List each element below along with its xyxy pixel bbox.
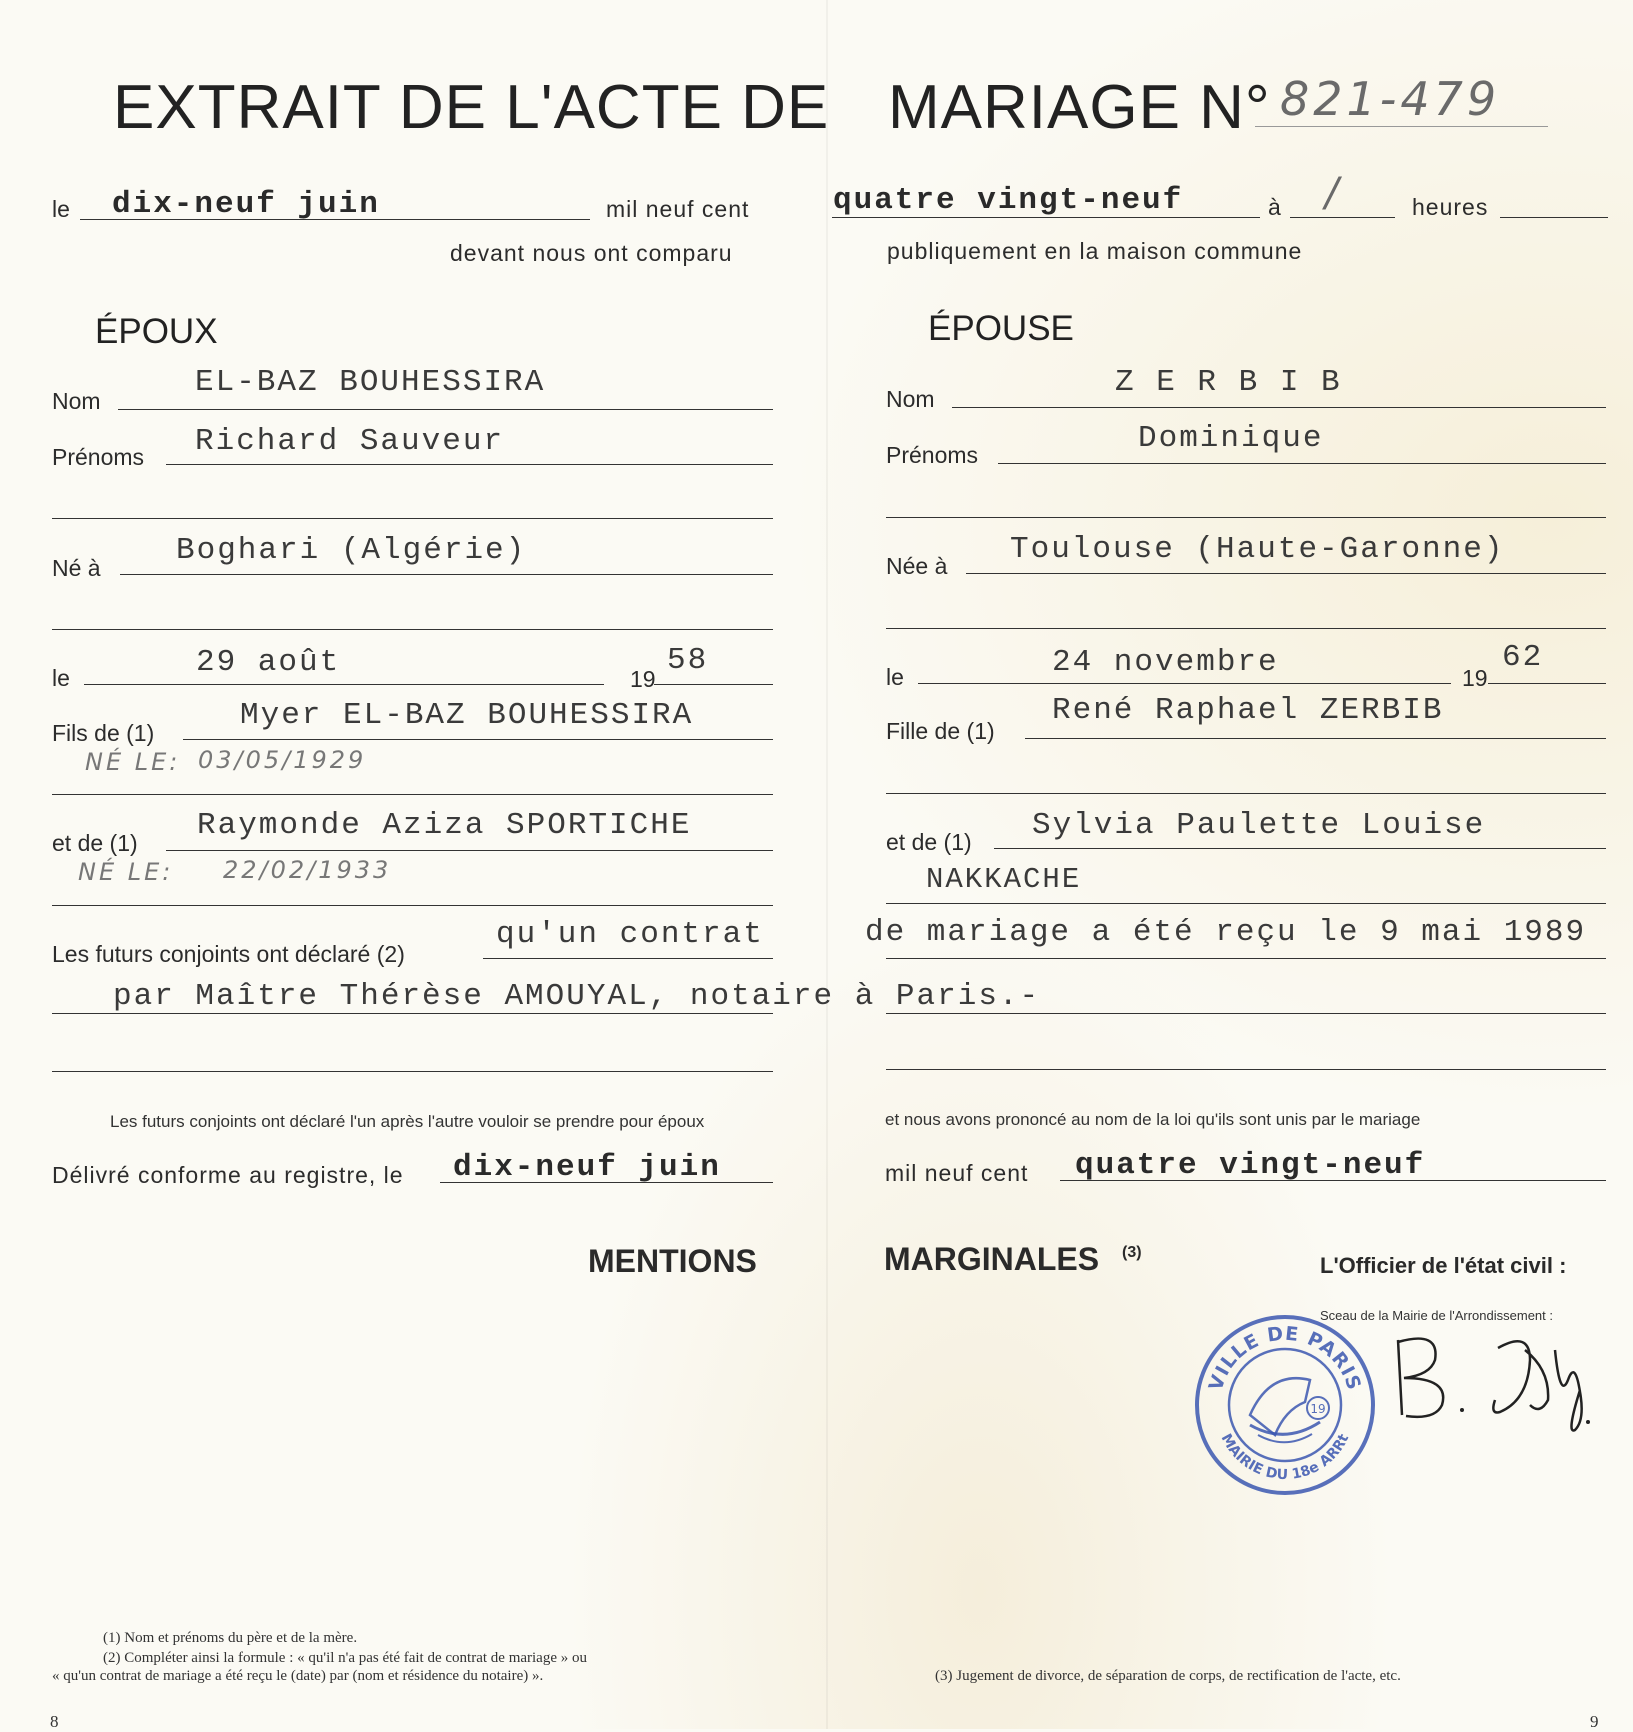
act-number: 821-479 — [1280, 72, 1501, 126]
date-day-month: dix-neuf juin — [112, 187, 380, 222]
mentions-right: MARGINALES — [884, 1241, 1100, 1277]
epoux-nom-label: Nom — [52, 388, 101, 414]
epouse-pere: René Raphael ZERBIB — [1052, 693, 1444, 728]
epouse-fille-label: Fille de (1) — [886, 718, 995, 744]
epoux-pere-ne-label: NÉ LE: — [85, 748, 181, 776]
epoux-date: 29 août — [196, 645, 341, 680]
contrat-part2: de mariage a été reçu le 9 mai 1989 — [865, 915, 1587, 950]
epoux-mere-ne: 22/02/1933 — [223, 856, 392, 884]
epoux-annee: 58 — [667, 643, 709, 678]
publiquement-label: publiquement en la maison commune — [887, 238, 1303, 264]
declaration-left: Les futurs conjoints ont déclaré l'un après l'autre vouloir se prendre pour époux — [110, 1112, 705, 1131]
devant-label: devant nous ont comparu — [450, 240, 733, 266]
epoux-fils-label: Fils de (1) — [52, 720, 155, 746]
epoux-ne-label: Né à — [52, 555, 101, 581]
title-right: MARIAGE N° — [888, 73, 1271, 142]
mil-neuf-cent-label: mil neuf cent — [606, 196, 750, 222]
act-number-line — [1255, 126, 1548, 127]
seal-bottom-text: MAIRIE DU 18e ARRt — [1217, 1431, 1353, 1484]
epoux-prenoms-label: Prénoms — [52, 444, 145, 470]
hour: / — [1325, 170, 1343, 216]
epoux-mere-ne-label: NÉ LE: — [78, 858, 174, 886]
contrat-line2: par Maître Thérèse AMOUYAL, notaire à Paris.- — [113, 979, 1041, 1014]
epouse-le-label: le — [886, 664, 904, 690]
mentions-left: MENTIONS — [588, 1243, 757, 1279]
epouse-nom: Z E R B I B — [1115, 365, 1342, 400]
declaration-right: et nous avons prononcé au nom de la loi qu'ils sont unis par le mariage — [885, 1110, 1421, 1129]
epoux-nom: EL-BAZ BOUHESSIRA — [195, 365, 546, 400]
epoux-heading: ÉPOUX — [95, 312, 218, 351]
le-label: le — [52, 196, 70, 222]
epouse-prenoms: Dominique — [1138, 421, 1324, 456]
mairie-seal-stamp — [1190, 1310, 1380, 1500]
epouse-heading: ÉPOUSE — [928, 309, 1074, 348]
delivre-label: Délivré conforme au registre, le — [52, 1162, 404, 1188]
epoux-lieu: Boghari (Algérie) — [176, 533, 527, 568]
epouse-lieu: Toulouse (Haute-Garonne) — [1010, 532, 1505, 567]
footnote-3: (3) Jugement de divorce, de séparation de corps, de rectification de l'acte, etc. — [935, 1668, 1401, 1684]
epoux-pere-ne: 03/05/1929 — [198, 746, 367, 774]
epouse-etde-label: et de (1) — [886, 829, 972, 855]
epoux-siecle: 19 — [630, 666, 656, 692]
footnote-2b: « qu'un contrat de mariage a été reçu le (date) par (nom et résidence du notaire) ». — [52, 1668, 544, 1684]
page-number-left: 8 — [50, 1712, 59, 1731]
contrat-label: Les futurs conjoints ont déclaré (2) — [52, 941, 405, 967]
title-left: EXTRAIT DE L'ACTE DE — [113, 73, 830, 142]
date-year-words: quatre vingt-neuf — [833, 183, 1184, 218]
officier-label: L'Officier de l'état civil : — [1320, 1253, 1567, 1278]
svg-text:VILLE DE PARIS — [1205, 1323, 1365, 1394]
epouse-nom-label: Nom — [886, 386, 935, 412]
svg-text:MAIRIE DU 18e ARRt — [1218, 1431, 1353, 1483]
delivre-annee: quatre vingt-neuf — [1075, 1148, 1426, 1183]
epouse-mere-line1: Sylvia Paulette Louise — [1032, 808, 1486, 843]
footnote-1: (1) Nom et prénoms du père et de la mère. — [103, 1630, 358, 1646]
officer-signature — [1380, 1320, 1620, 1440]
epouse-nee-label: Née à — [886, 553, 948, 579]
contrat-part1: qu'un contrat — [496, 917, 764, 952]
delivre-mil-label: mil neuf cent — [885, 1160, 1029, 1186]
epoux-etde-label: et de (1) — [52, 830, 138, 856]
epoux-prenoms: Richard Sauveur — [195, 424, 505, 459]
heures-label: heures — [1412, 194, 1489, 220]
epoux-le-label: le — [52, 665, 70, 691]
footnote-2a: (2) Compléter ainsi la formule : « qu'il n'a pas été fait de contrat de mariage » ou — [103, 1650, 587, 1666]
seal-top-text: VILLE DE PARIS — [1204, 1322, 1366, 1394]
epouse-prenoms-label: Prénoms — [886, 442, 979, 468]
seal-center-number: 19 — [1310, 1402, 1326, 1416]
page-fold — [826, 0, 828, 1729]
epouse-date: 24 novembre — [1052, 645, 1279, 680]
a-label: à — [1268, 194, 1281, 220]
delivre-date: dix-neuf juin — [453, 1150, 721, 1185]
mentions-note: (3) — [1122, 1244, 1142, 1261]
epouse-mere-line2: NAKKACHE — [926, 863, 1082, 896]
epouse-annee: 62 — [1502, 640, 1544, 675]
sceau-label: Sceau de la Mairie de l'Arrondissement : — [1320, 1308, 1553, 1323]
epoux-mere: Raymonde Aziza SPORTICHE — [197, 808, 692, 843]
page-number-right: 9 — [1590, 1712, 1599, 1731]
epouse-siecle: 19 — [1462, 665, 1488, 691]
epoux-pere: Myer EL-BAZ BOUHESSIRA — [240, 698, 694, 733]
